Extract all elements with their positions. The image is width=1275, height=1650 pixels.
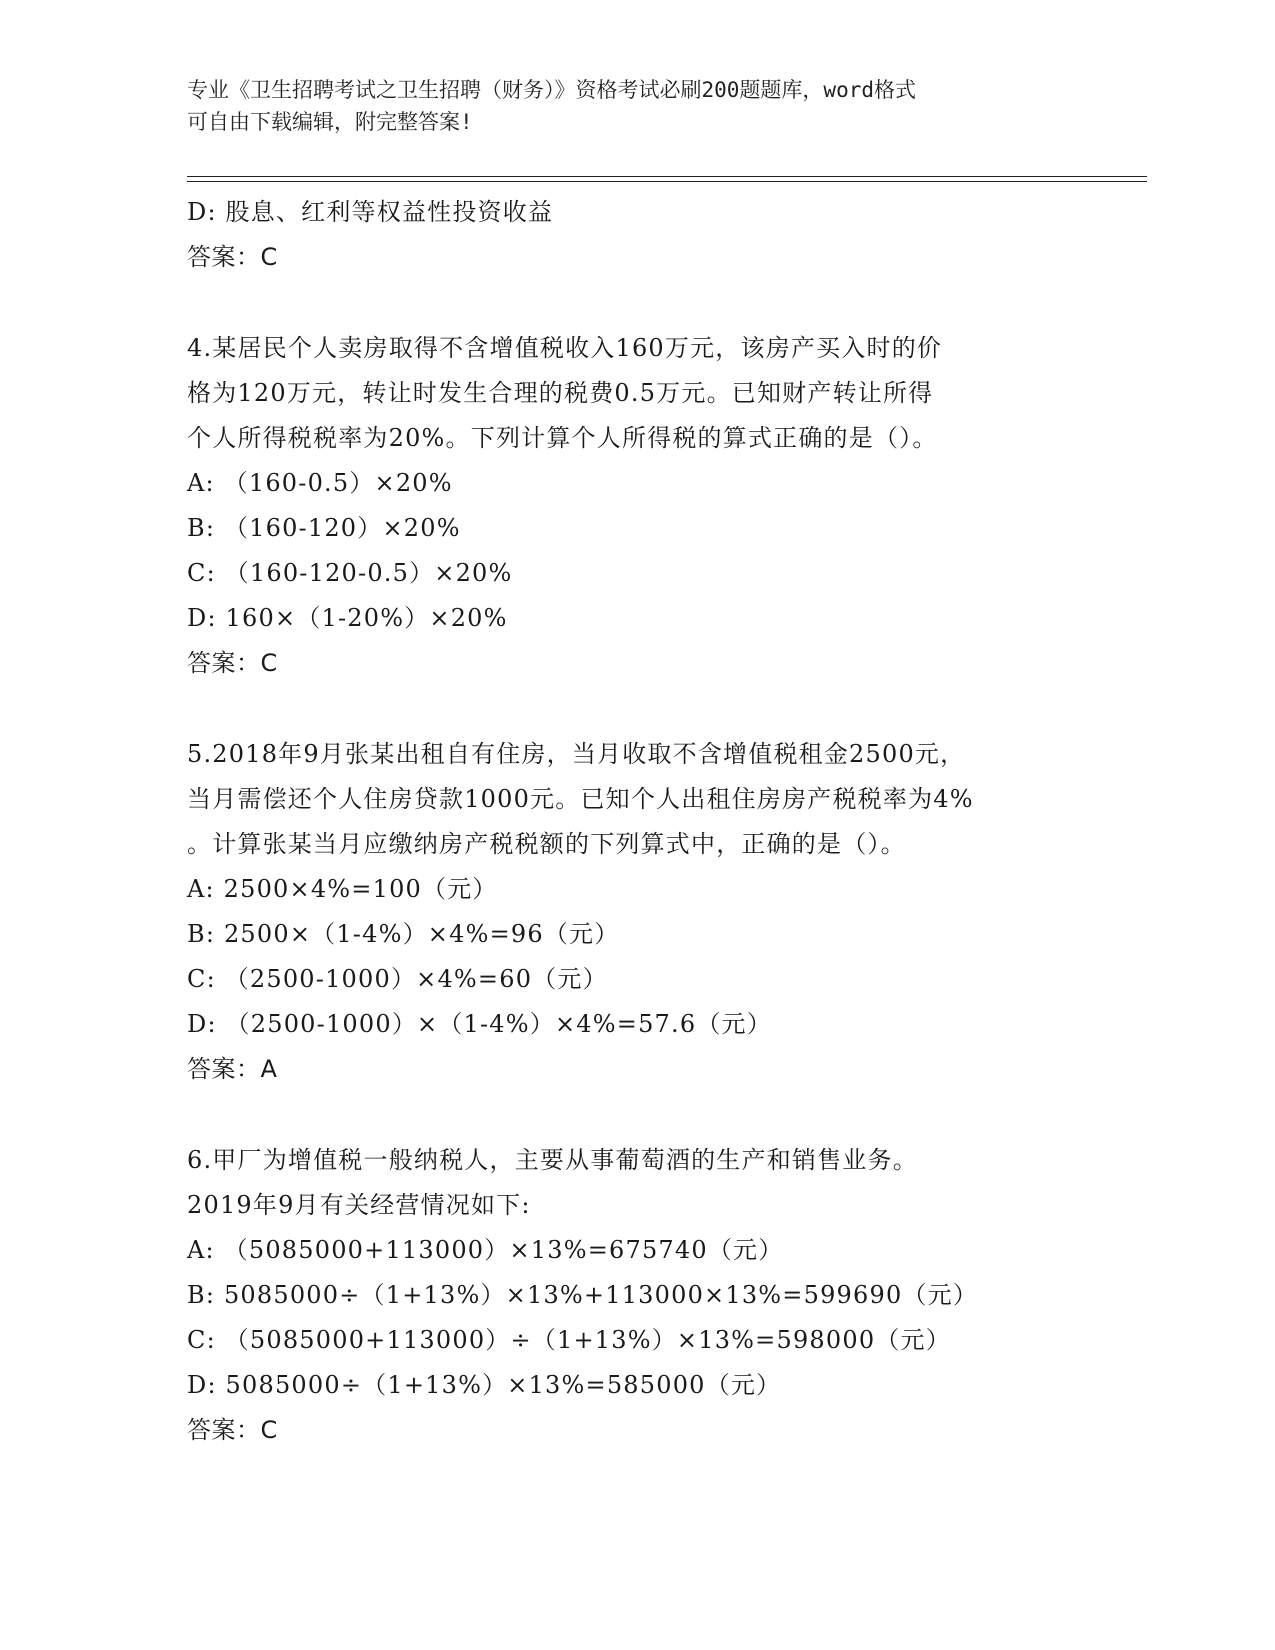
spacer: [187, 280, 1087, 326]
spacer: [187, 686, 1087, 732]
question-stem-line: 2019年9月有关经营情况如下:: [187, 1191, 531, 1219]
option-a: A: （160-0.5）×20%: [187, 469, 453, 497]
spacer: [187, 1092, 1087, 1138]
question-3-tail: [187, 190, 1087, 280]
question-content: [187, 190, 1087, 1453]
header-divider-top: [187, 176, 1147, 177]
question-stem-line: 个人所得税税率为20%。下列计算个人所得税的算式正确的是（）。: [187, 424, 938, 452]
option-c: C: （2500-1000）×4%=60（元）: [187, 965, 608, 993]
question-5: [187, 732, 1087, 1092]
question-stem-line: 6.甲厂为增值税一般纳税人，主要从事葡萄酒的生产和销售业务。: [187, 1146, 918, 1174]
page-header: [187, 74, 1087, 138]
question-stem-line: 。计算张某当月应缴纳房产税税额的下列算式中，正确的是（）。: [187, 830, 906, 858]
header-line-2: 可自由下载编辑，附完整答案!: [187, 110, 473, 134]
answer-line: 答案：C: [187, 1416, 278, 1444]
answer-line: 答案：C: [187, 649, 278, 677]
option-b: B: （160-120）×20%: [187, 514, 461, 542]
option-a: A: 2500×4%=100（元）: [187, 875, 498, 903]
option-b: B: 5085000÷（1+13%）×13%+113000×13%=599690（元）: [187, 1281, 979, 1309]
option-d: D: 5085000÷（1+13%）×13%=585000（元）: [187, 1371, 782, 1399]
question-stem-line: 格为120万元，转让时发生合理的税费0.5万元。已知财产转让所得: [187, 379, 934, 407]
option-d: D: 股息、红利等权益性投资收益: [187, 198, 554, 226]
answer-line: 答案：C: [187, 243, 278, 271]
question-stem-line: 4.某居民个人卖房取得不含增值税收入160万元，该房产买入时的价: [187, 334, 943, 362]
option-d: D: （2500-1000）×（1-4%）×4%=57.6（元）: [187, 1010, 772, 1038]
answer-line: 答案：A: [187, 1055, 278, 1083]
header-divider-bottom: [187, 181, 1147, 182]
question-4: [187, 326, 1087, 686]
question-stem-line: 当月需偿还个人住房贷款1000元。已知个人出租住房房产税税率为4%: [187, 785, 974, 813]
option-c: C: （5085000+113000）÷（1+13%）×13%=598000（元）: [187, 1326, 951, 1354]
header-line-1: 专业《卫生招聘考试之卫生招聘（财务）》资格考试必刷200题题库，word格式: [187, 78, 916, 102]
question-stem-line: 5.2018年9月张某出租自有住房，当月收取不含增值税租金2500元，: [187, 740, 966, 768]
option-b: B: 2500×（1-4%）×4%=96（元）: [187, 920, 620, 948]
question-6: [187, 1138, 1087, 1453]
option-c: C: （160-120-0.5）×20%: [187, 559, 513, 587]
option-a: A: （5085000+113000）×13%=675740（元）: [187, 1236, 784, 1264]
option-d: D: 160×（1-20%）×20%: [187, 604, 508, 632]
